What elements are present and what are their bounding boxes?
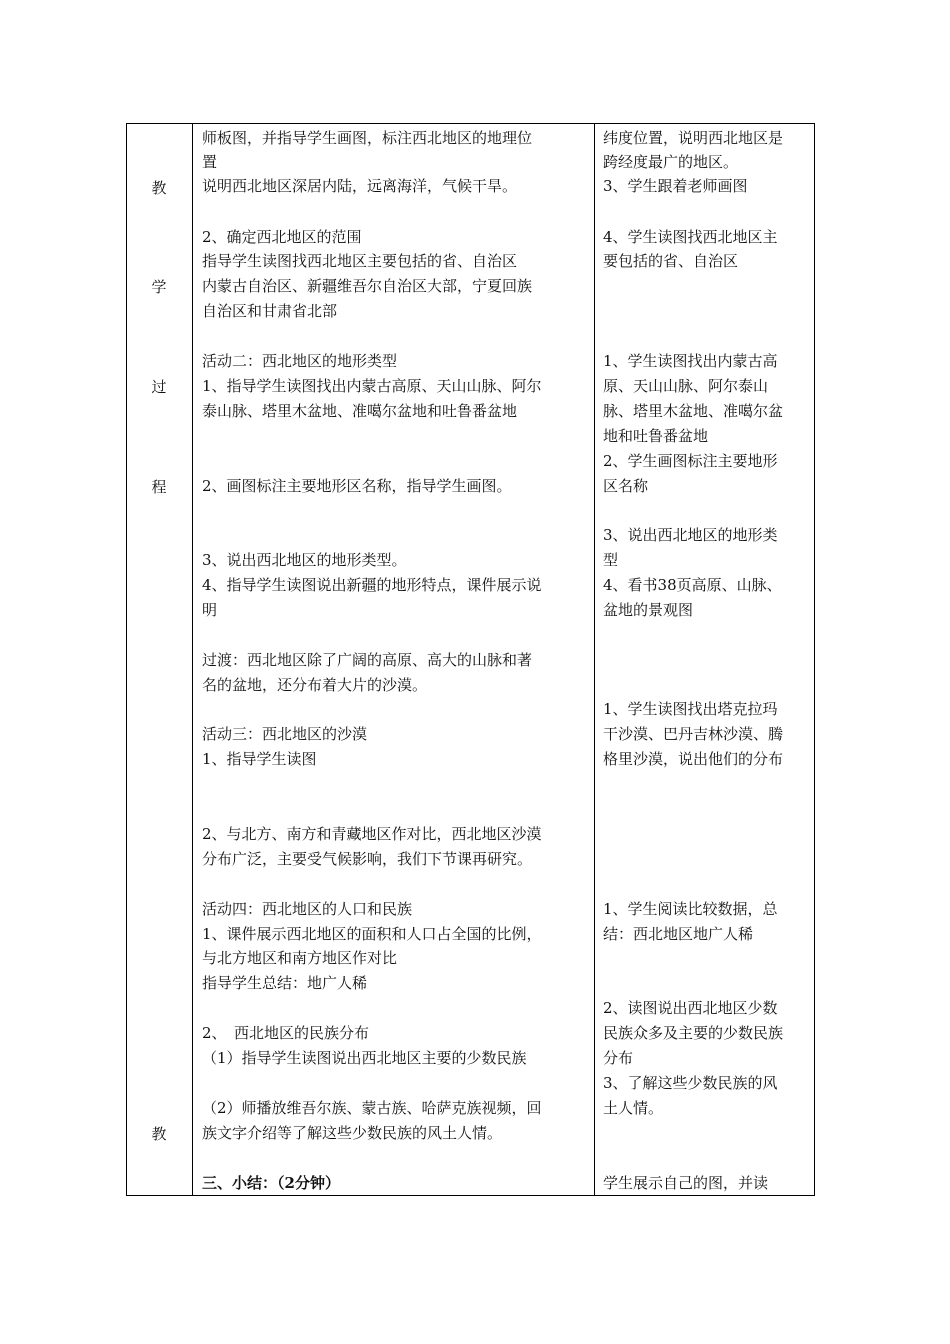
teacher-activity-line: 与北方地区和南方地区作对比 <box>202 949 398 967</box>
student-activity-line: 干沙漠、巴丹吉林沙漠、腾 <box>603 725 784 743</box>
teacher-activity-line: 1、指导学生读图 <box>202 750 317 768</box>
teacher-activity-line: 指导学生总结：地广人稀 <box>202 974 368 992</box>
student-activity-line: 原、天山山脉、阿尔泰山 <box>603 377 769 395</box>
teacher-activity-line: 分布广泛，主要受气候影响，我们下节课再研究。 <box>202 850 533 868</box>
stage-label: 过 <box>151 378 167 396</box>
student-activity-line: 学生展示自己的图，并读 <box>603 1174 769 1192</box>
teacher-activity-line: 置 <box>202 153 218 171</box>
student-activity-line: 脉、塔里木盆地、准噶尔盆 <box>603 402 784 420</box>
student-activity-line: 4、看书38页高原、山脉、 <box>603 576 782 594</box>
student-activity-line: 跨经度最广的地区。 <box>603 153 739 171</box>
student-activity-line: 地和吐鲁番盆地 <box>603 427 709 445</box>
teacher-activity-line: 活动四：西北地区的人口和民族 <box>202 900 413 918</box>
teacher-activity-line: 2、画图标注主要地形区名称，指导学生画图。 <box>202 477 512 495</box>
student-activity-line: 1、学生读图找出塔克拉玛 <box>603 700 778 718</box>
teacher-activity-line: 2、 西北地区的民族分布 <box>202 1024 370 1042</box>
stage-label: 程 <box>151 478 167 496</box>
column-divider-right <box>594 123 595 1196</box>
student-activity-line: 结：西北地区地广人稀 <box>603 925 754 943</box>
teacher-activity-line: 说明西北地区深居内陆，远离海洋，气候干旱。 <box>202 177 518 195</box>
student-activity-line: 民族众多及主要的少数民族 <box>603 1024 784 1042</box>
student-activity-line: 1、学生读图找出内蒙古高 <box>603 352 778 370</box>
teacher-activity-line: 内蒙古自治区、新疆维吾尔自治区大部，宁夏回族 <box>202 277 533 295</box>
column-divider-left <box>192 123 193 1196</box>
teacher-activity-line: 4、指导学生读图说出新疆的地形特点，课件展示说 <box>202 576 542 594</box>
teacher-activity-line: 2、确定西北地区的范围 <box>202 228 362 246</box>
teacher-activity-line: 2、与北方、南方和青藏地区作对比，西北地区沙漠 <box>202 825 542 843</box>
teacher-activity-line: 3、说出西北地区的地形类型。 <box>202 551 407 569</box>
student-activity-line: 区名称 <box>603 477 649 495</box>
student-activity-line: 格里沙漠，说出他们的分布 <box>603 750 784 768</box>
teacher-activity-line: 1、指导学生读图找出内蒙古高原、天山山脉、阿尔 <box>202 377 542 395</box>
student-activity-line: 4、学生读图找西北地区主 <box>603 228 778 246</box>
student-activity-line: 盆地的景观图 <box>603 601 694 619</box>
student-activity-line: 土人情。 <box>603 1099 664 1117</box>
teacher-activity-line: 自治区和甘肃省北部 <box>202 302 338 320</box>
teacher-activity-line: 活动二：西北地区的地形类型 <box>202 352 398 370</box>
teacher-activity-line: （1）指导学生读图说出西北地区主要的少数民族 <box>202 1049 527 1067</box>
stage-label: 教 <box>151 179 167 197</box>
summary-heading: 三、小结：（2分钟） <box>202 1174 340 1192</box>
teacher-activity-line: 师板图，并指导学生画图，标注西北地区的地理位 <box>202 129 533 147</box>
student-activity-line: 2、学生画图标注主要地形 <box>603 452 778 470</box>
teacher-activity-line: （2）师播放维吾尔族、蒙古族、哈萨克族视频，回 <box>202 1099 542 1117</box>
student-activity-line: 分布 <box>603 1049 634 1067</box>
teacher-activity-line: 活动三：西北地区的沙漠 <box>202 725 368 743</box>
student-activity-line: 型 <box>603 551 619 569</box>
teacher-activity-line: 1、课件展示西北地区的面积和人口占全国的比例， <box>202 925 542 943</box>
stage-label: 教 <box>151 1125 167 1143</box>
stage-label: 学 <box>151 278 167 296</box>
teacher-activity-line: 泰山脉、塔里木盆地、准噶尔盆地和吐鲁番盆地 <box>202 402 518 420</box>
teacher-activity-line: 过渡：西北地区除了广阔的高原、高大的山脉和著 <box>202 651 533 669</box>
student-activity-line: 要包括的省、自治区 <box>603 252 739 270</box>
teacher-activity-line: 族文字介绍等了解这些少数民族的风土人情。 <box>202 1124 503 1142</box>
student-activity-line: 2、读图说出西北地区少数 <box>603 999 778 1017</box>
student-activity-line: 3、说出西北地区的地形类 <box>603 526 778 544</box>
teacher-activity-line: 明 <box>202 601 218 619</box>
student-activity-line: 3、学生跟着老师画图 <box>603 177 748 195</box>
student-activity-line: 纬度位置，说明西北地区是 <box>603 129 784 147</box>
teacher-activity-line: 指导学生读图找西北地区主要包括的省、自治区 <box>202 252 518 270</box>
student-activity-line: 3、了解这些少数民族的风 <box>603 1074 778 1092</box>
student-activity-line: 1、学生阅读比较数据，总 <box>603 900 778 918</box>
teacher-activity-line: 名的盆地，还分布着大片的沙漠。 <box>202 676 428 694</box>
